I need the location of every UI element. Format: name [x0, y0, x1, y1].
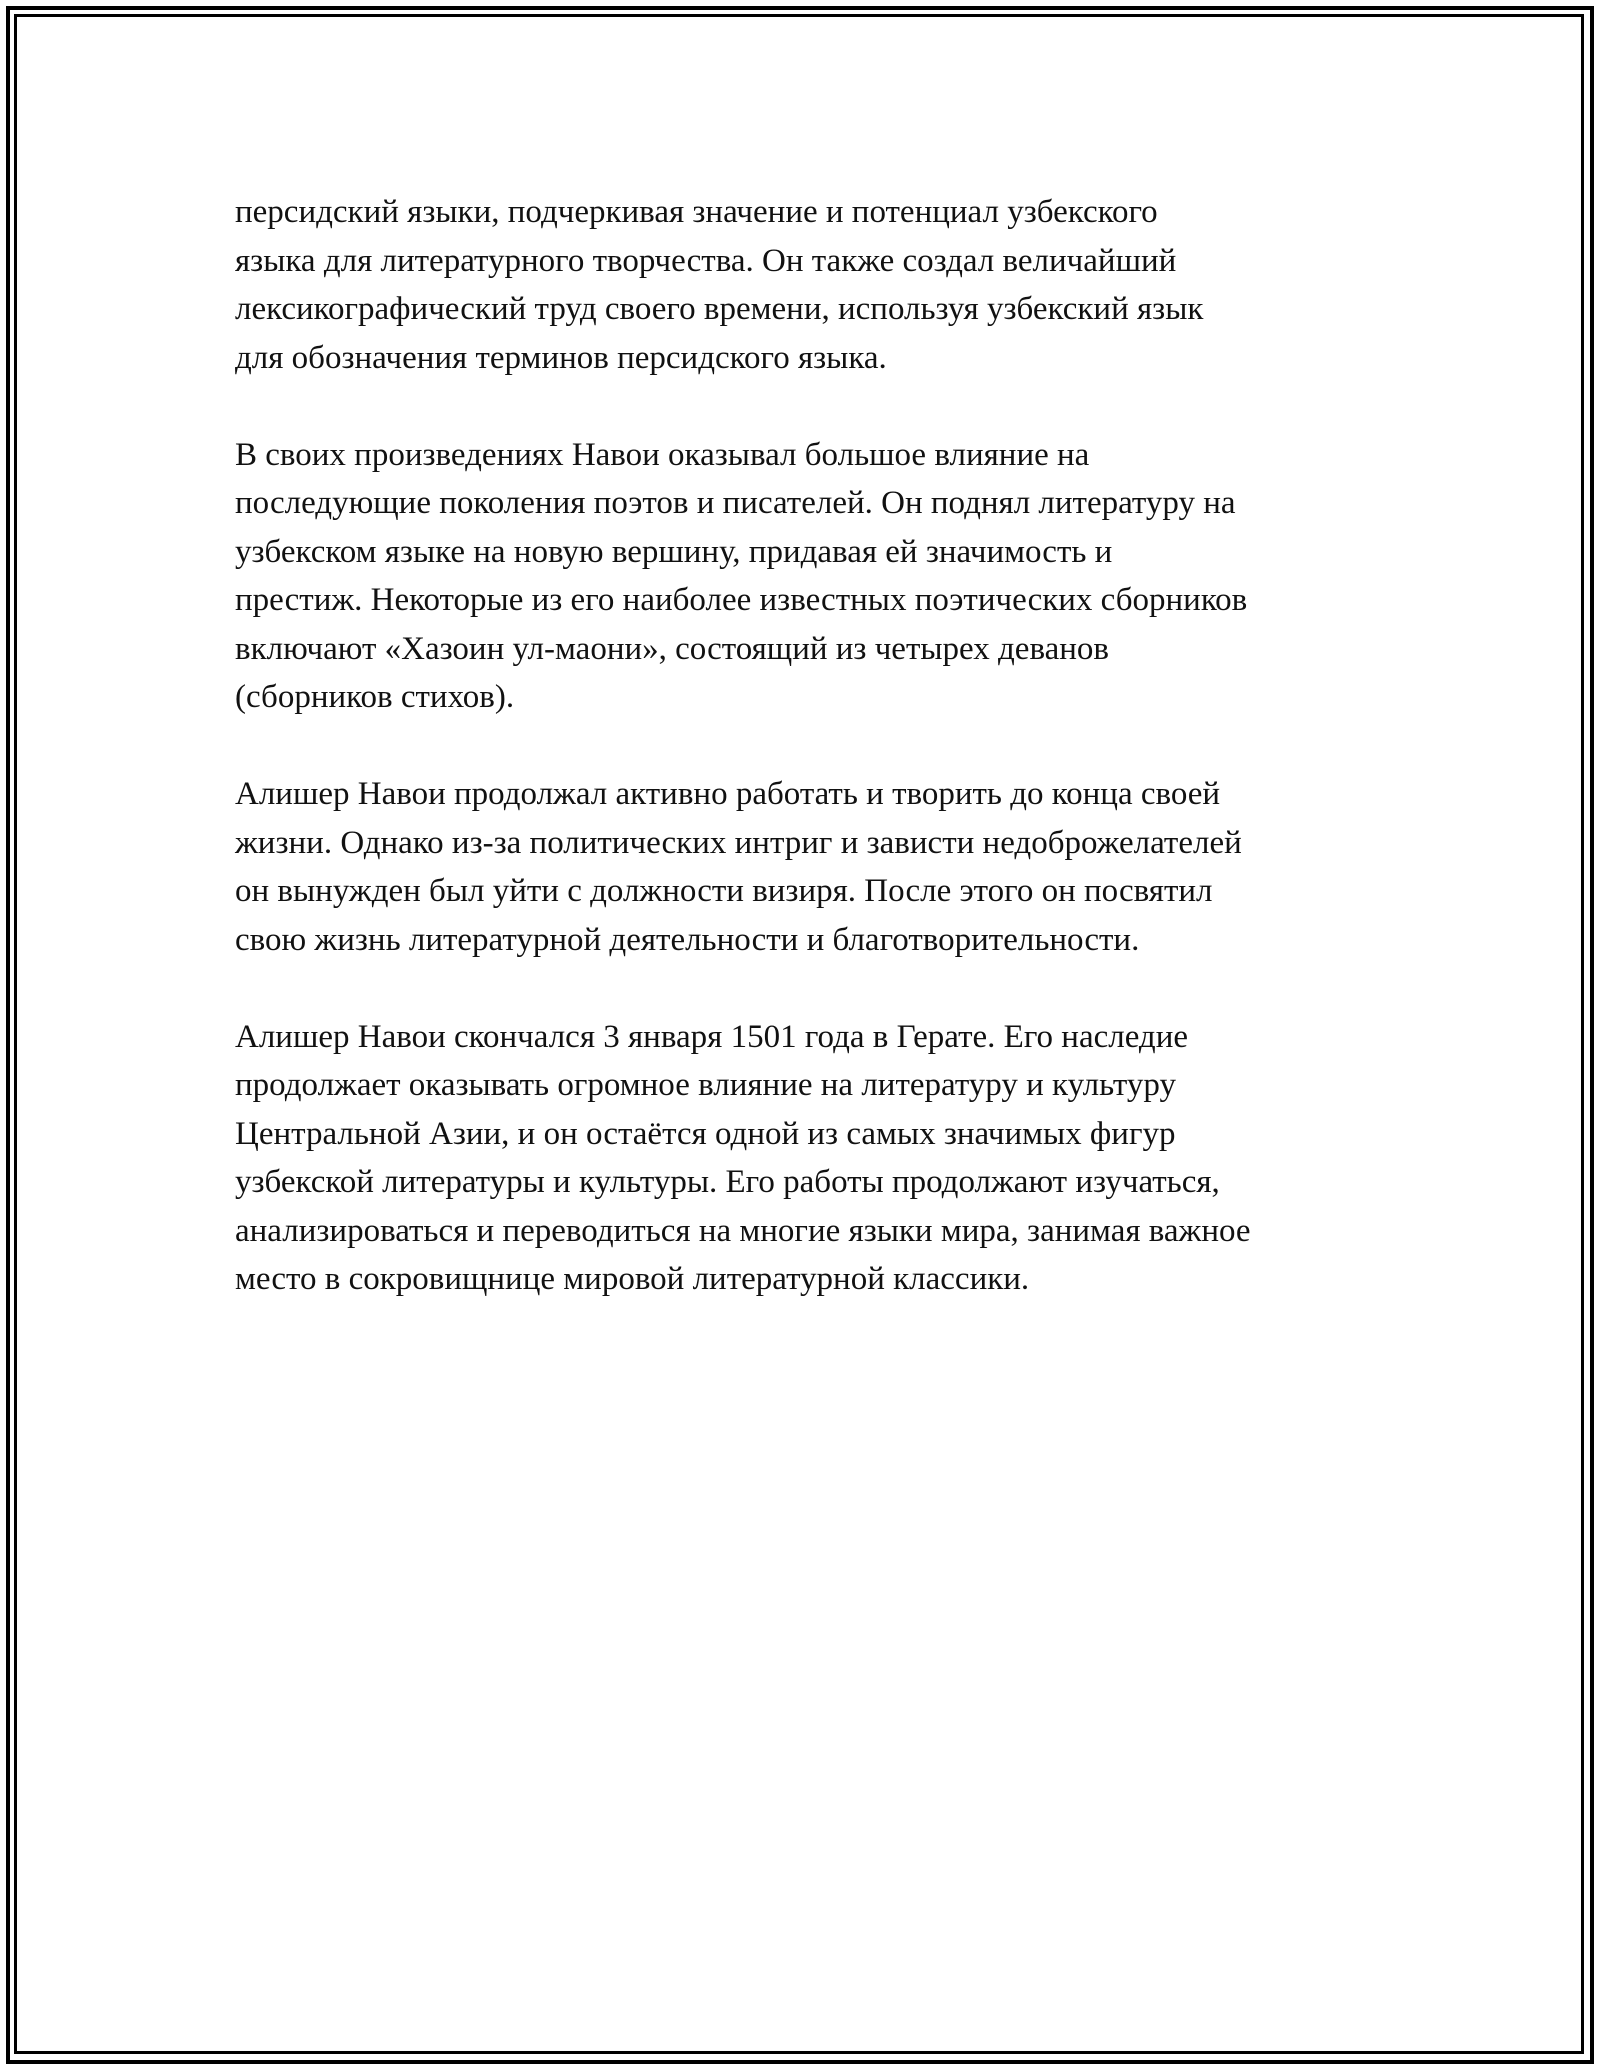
document-body — [235, 188, 1385, 1352]
paragraph-4: Алишер Навои скончался 3 января 1501 года в Герате. Его наследие продолжает оказывать огромное влияние на литературу и культуру Центральной Азии, и он остаётся одной из самых значимых фигур узбекской литературы и культуры. Его работы продолжают изучаться, анализироваться и переводиться на многие языки мира, занимая важное место в сокровищнице мировой литературной классики. — [235, 1018, 1251, 1297]
paragraph-2: В своих произведениях Навои оказывал большое влияние на последующие поколения поэтов и писателей. Он поднял литературу на узбекском языке на новую вершину, придавая ей значимость и престиж. Некоторые из его наиболее известных поэтических сборников включают «Хазоин ул-маони», состоящий из четырех деванов (сборников стихов). — [235, 436, 1248, 715]
paragraph-3: Алишер Навои продолжал активно работать и творить до конца своей жизни. Однако из-за политических интриг и зависти недоброжелателей он вынужден был уйти с должности визиря. После этого он посвятил свою жизнь литературной деятельности и благотворительности. — [235, 776, 1242, 958]
paragraph-1: персидский языки, подчеркивая значение и потенциал узбекского языка для литературного творчества. Он также создал величайший лексикографический труд своего времени, используя узбекский язык для обозначения терминов персидского языка. — [235, 194, 1204, 376]
